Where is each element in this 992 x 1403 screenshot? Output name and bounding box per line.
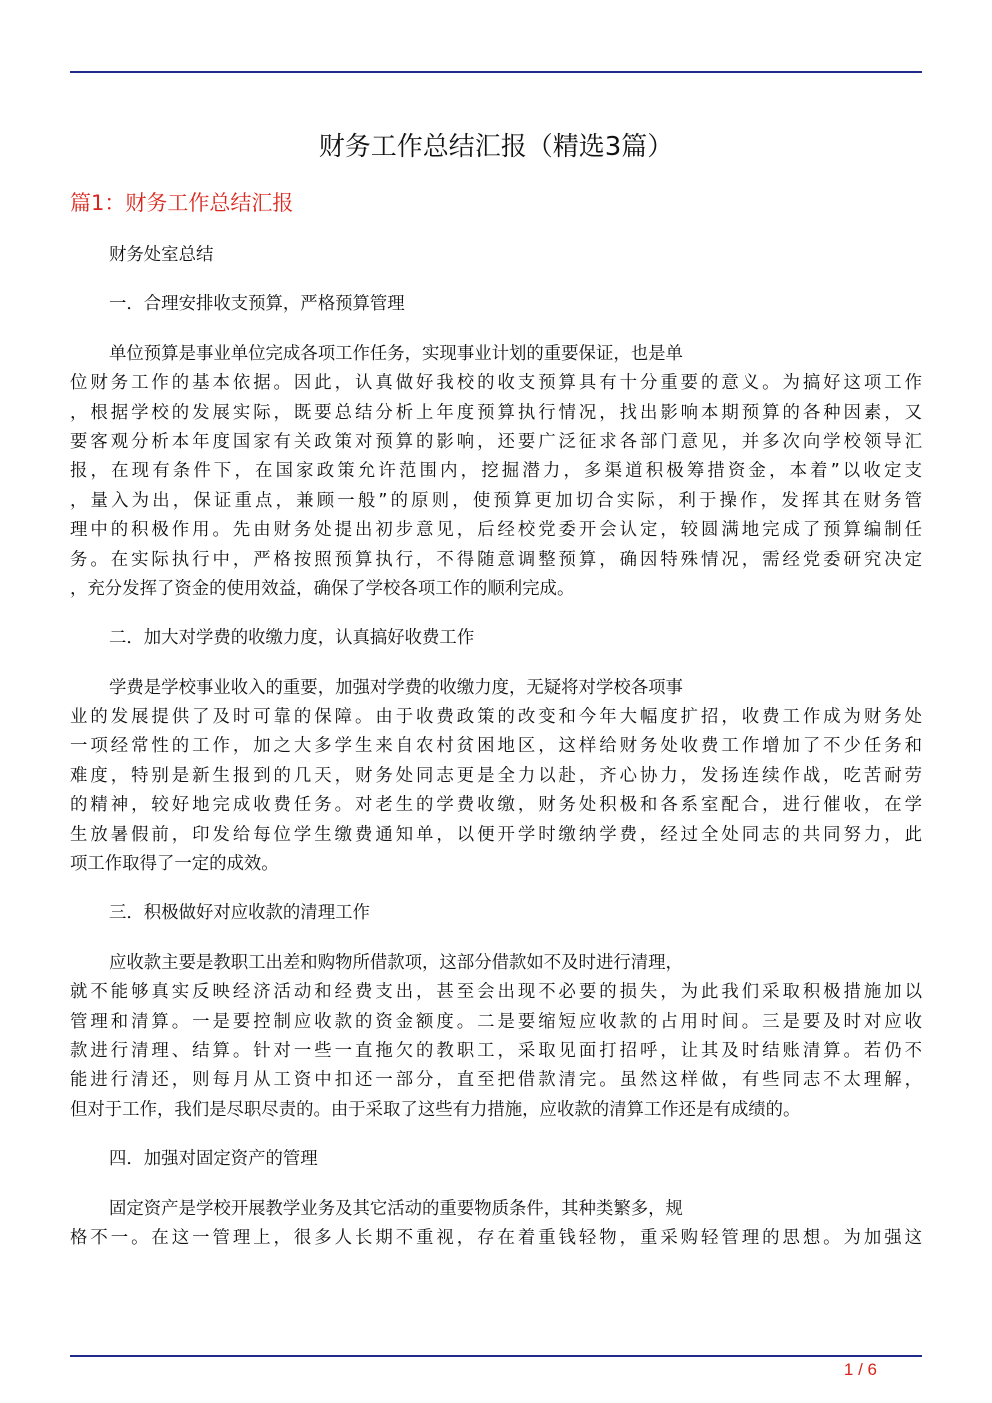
text-line: 三．积极做好对应收款的清理工作 [109,903,370,924]
subheading [70,1145,922,1174]
paragraph-gap [70,320,922,340]
text-line: 单位预算是事业单位完成各项工作任务，实现事业计划的重要保证，也是单 [109,343,683,364]
text-line: 四．加强对固定资产的管理 [109,1149,318,1170]
section-heading: 篇1：财务工作总结汇报 [70,191,294,215]
text-line: 二．加大对学费的收缴力度，认真搞好收费工作 [109,628,475,649]
document-body [70,241,922,1253]
text-line: 生放暑假前，印发给每位学生缴费通知单，以便开学时缴纳学费，经过全处同志的共同努力，此 [70,824,922,845]
paragraph-gap [70,654,922,674]
text-line: 格不一。在这一管理上，很多人长期不重视，存在着重钱轻物，重采购轻管理的思想。为加强这 [70,1227,922,1248]
text-line: 位财务工作的基本依据。因此，认真做好我校的收支预算具有十分重要的意义。为搞好这项工作 [70,373,922,394]
paragraph-gap [70,1175,922,1195]
text-line: 难度，特别是新生报到的几天，财务处同志更是全力以赴，齐心协力，发扬连续作战，吃苦耐劳 [70,765,922,786]
text-line: 应收款主要是教职工出差和购物所借款项，这部分借款如不及时进行清理， [109,952,683,973]
text-line: 就不能够真实反映经济活动和经费支出，甚至会出现不必要的损失，为此我们采取积极措施加以 [70,982,922,1003]
text-line: 款进行清理、结算。针对一些一直拖欠的教职工，采取见面打招呼，让其及时结账清算。若仍不 [70,1040,922,1061]
paragraph-gap [70,604,922,624]
text-line: 一项经常性的工作，加之大多学生来自农村贫困地区，这样给财务处收费工作增加了不少任务和 [70,736,922,757]
text-line: 管理和清算。一是要控制应收款的资金额度。二是要缩短应收款的占用时间。三是要及时对应收 [70,1011,922,1032]
text-line: ，充分发挥了资金的使用效益，确保了学校各项工作的顺利完成。 [70,578,575,599]
paragraph [70,674,922,880]
paragraph [70,949,922,1125]
paragraph-gap [70,1125,922,1145]
text-line: 一．合理安排收支预算，严格预算管理 [109,294,405,315]
text-line: 财务处室总结 [109,245,214,265]
paragraph-gap [70,929,922,949]
subheading [70,624,922,653]
text-line: ，根据学校的发展实际，既要总结分析上年度预算执行情况，找出影响本期预算的各种因素，又 [70,402,922,423]
header-rule [70,71,922,73]
subheading [70,899,922,928]
text-line: 但对于工作，我们是尽职尽责的。由于采取了这些有力措施，应收款的清算工作还是有成绩的。 [70,1099,801,1120]
text-line: 固定资产是学校开展教学业务及其它活动的重要物质条件，其种类繁多，规 [109,1198,683,1219]
text-line: 报，在现有条件下，在国家政策允许范围内，挖掘潜力，多渠道积极筹措资金，本着”以收定支 [70,461,922,482]
text-line: ，量入为出，保证重点，兼顾一般”的原则，使预算更加切合实际，利于操作，发挥其在财务管 [70,490,922,511]
paragraph [70,340,922,605]
paragraph-gap [70,270,922,290]
subheading [70,241,922,270]
text-line: 能进行清还，则每月从工资中扣还一部分，直至把借款清完。虽然这样做，有些同志不太理解， [70,1070,922,1091]
text-line: 理中的积极作用。先由财务处提出初步意见，后经校党委开会认定，较圆满地完成了预算编制任 [70,520,922,541]
paragraph-gap [70,879,922,899]
text-line: 项工作取得了一定的成效。 [70,854,279,875]
page-number: 1 / 6 [843,1360,877,1379]
footer-rule [70,1355,922,1357]
text-line: 学费是学校事业收入的重要，加强对学费的收缴力度，无疑将对学校各项事 [109,677,683,698]
text-line: 业的发展提供了及时可靠的保障。由于收费政策的改变和今年大幅度扩招，收费工作成为财务处 [70,707,922,728]
subheading [70,290,922,319]
text-line: 务。在实际执行中，严格按照预算执行，不得随意调整预算，确因特殊情况，需经党委研究决定 [70,549,922,570]
text-line: 的精神，较好地完成收费任务。对老生的学费收缴，财务处积极和各系室配合，进行催收，在学 [70,795,922,816]
text-line: 要客观分析本年度国家有关政策对预算的影响，还要广泛征求各部门意见，并多次向学校领导汇 [70,431,922,452]
document-title: 财务工作总结汇报（精选3篇） [318,132,674,162]
paragraph [70,1195,922,1254]
